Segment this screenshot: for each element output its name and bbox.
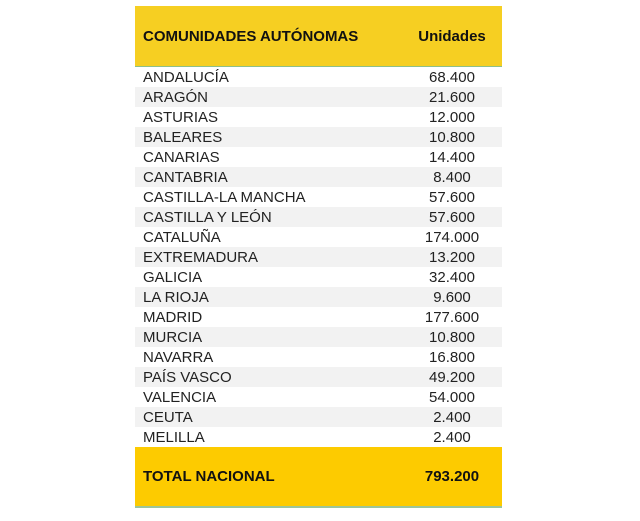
table-row: [135, 207, 502, 227]
region-cell: CANARIAS: [143, 148, 220, 166]
region-cell: CATALUÑA: [143, 228, 221, 246]
region-cell: VALENCIA: [143, 388, 217, 406]
units-cell: 14.400: [429, 148, 475, 166]
units-cell: 32.400: [429, 268, 475, 286]
region-cell: CEUTA: [143, 408, 193, 426]
units-cell: 8.400: [433, 168, 471, 186]
region-cell: GALICIA: [143, 268, 203, 286]
units-by-region-table: [135, 6, 502, 508]
table-row: [135, 427, 502, 447]
table-row: [135, 287, 502, 307]
units-cell: 57.600: [429, 208, 475, 226]
region-cell: ASTURIAS: [143, 108, 219, 126]
total-row: [135, 447, 502, 508]
region-cell: MURCIA: [143, 328, 203, 346]
units-cell: 177.600: [424, 308, 480, 326]
table-row: [135, 387, 502, 407]
table-row: [135, 87, 502, 107]
region-cell: MELILLA: [143, 428, 205, 446]
table-header: [135, 6, 502, 67]
region-column-header: COMUNIDADES AUTÓNOMAS: [143, 27, 359, 45]
region-cell: CANTABRIA: [143, 168, 228, 186]
table-row: [135, 167, 502, 187]
table-row: [135, 67, 502, 87]
region-cell: ARAGÓN: [143, 88, 209, 106]
region-cell: EXTREMADURA: [143, 248, 259, 266]
table-row: [135, 227, 502, 247]
units-cell: 54.000: [429, 388, 475, 406]
units-cell: 10.800: [429, 128, 475, 146]
total-value: 793.200: [424, 468, 480, 485]
region-cell: CASTILLA-LA MANCHA: [143, 188, 306, 206]
table-row: [135, 327, 502, 347]
table-row: [135, 127, 502, 147]
table-row: [135, 307, 502, 327]
region-cell: NAVARRA: [143, 348, 214, 366]
units-cell: 2.400: [433, 428, 471, 446]
table-row: [135, 267, 502, 287]
units-cell: 174.000: [424, 228, 480, 246]
units-cell: 49.200: [429, 368, 475, 386]
units-cell: 21.600: [429, 88, 475, 106]
table-row: [135, 107, 502, 127]
region-cell: LA RIOJA: [143, 288, 209, 306]
region-cell: ANDALUCÍA: [143, 68, 229, 86]
table-row: [135, 187, 502, 207]
region-cell: PAÍS VASCO: [143, 368, 232, 386]
table-row: [135, 407, 502, 427]
table-row: [135, 367, 502, 387]
table-row: [135, 247, 502, 267]
total-label: TOTAL NACIONAL: [143, 468, 275, 485]
units-cell: 12.000: [429, 108, 475, 126]
units-cell: 68.400: [429, 68, 475, 86]
region-cell: BALEARES: [143, 128, 223, 146]
units-cell: 57.600: [429, 188, 475, 206]
table-row: [135, 347, 502, 367]
table-body: [135, 67, 502, 447]
region-cell: MADRID: [143, 308, 203, 326]
units-cell: 16.800: [429, 348, 475, 366]
units-cell: 13.200: [429, 248, 475, 266]
table-row: [135, 147, 502, 167]
units-cell: 2.400: [433, 408, 471, 426]
region-cell: CASTILLA Y LEÓN: [143, 208, 272, 226]
units-cell: 9.600: [433, 288, 471, 306]
units-cell: 10.800: [429, 328, 475, 346]
units-column-header: Unidades: [418, 27, 486, 45]
